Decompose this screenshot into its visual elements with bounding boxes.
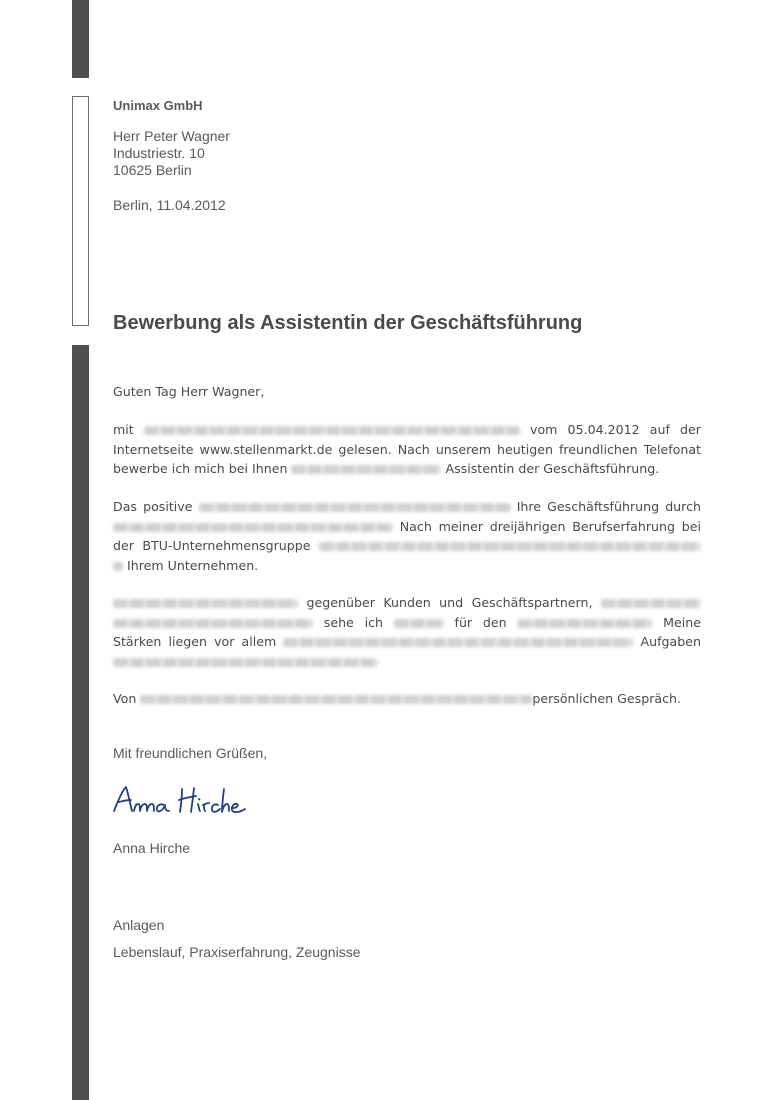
greeting: Guten Tag Herr Wagner,	[113, 384, 265, 399]
redacted-text	[113, 619, 313, 628]
signature-drawing	[112, 783, 252, 819]
text-fragment: Aufgaben	[640, 634, 701, 649]
text-fragment: Von	[113, 691, 137, 706]
text-fragment: für den	[454, 614, 507, 630]
text-fragment: Ihre Geschäftsführung durch	[516, 499, 701, 514]
redacted-text	[113, 523, 393, 532]
paragraph-1	[113, 420, 701, 479]
decorative-bar-outline	[72, 96, 89, 326]
signer-name: Anna Hirche	[113, 840, 191, 856]
redacted-text	[291, 465, 441, 474]
attachments-title: Anlagen	[113, 917, 165, 933]
paragraph-4	[113, 689, 701, 709]
redacted-text	[140, 695, 532, 704]
paragraph-2	[113, 497, 701, 575]
decorative-bar-top	[72, 0, 89, 78]
sender-company: Unimax GmbH	[113, 98, 203, 113]
redacted-text	[199, 503, 511, 512]
recipient-street: Industriestr. 10	[113, 145, 205, 161]
recipient-address	[113, 128, 230, 179]
text-fragment: mit	[113, 422, 134, 437]
text-fragment: Ihrem Unternehmen.	[127, 557, 259, 573]
redacted-text	[319, 542, 701, 551]
recipient-name: Herr Peter Wagner	[113, 128, 230, 144]
text-fragment: sehe ich	[323, 614, 383, 630]
text-fragment: Das positive	[113, 499, 193, 514]
recipient-city: 10625 Berlin	[113, 162, 192, 178]
redacted-text	[144, 426, 520, 435]
date-line: Berlin, 11.04.2012	[113, 197, 226, 213]
handwritten-signature	[112, 783, 252, 824]
paragraph-3	[113, 593, 701, 671]
redacted-text	[113, 599, 298, 608]
text-fragment: gegenüber Kunden und Geschäftspartnern,	[306, 595, 593, 610]
redacted-text	[113, 658, 378, 667]
text-fragment: Nach meiner dreijährigen Berufserfahrung bei der BTU-Unternehmensgruppe	[113, 518, 701, 553]
text-fragment: Assistentin der Geschäftsführung.	[445, 461, 660, 476]
redacted-text	[283, 638, 633, 647]
redacted-text	[517, 619, 652, 628]
text-fragment: vom 05.04.2012 auf der Internetseite www.stellenmarkt.de gelesen. Nach unserem heutigen freundlichen Telefonat bewerbe ich mich bei Ihnen	[113, 422, 701, 476]
attachments-list: Lebenslauf, Praxiserfahrung, Zeugnisse	[113, 944, 361, 960]
redacted-text	[601, 599, 701, 608]
closing: Mit freundlichen Grüßen,	[113, 745, 268, 761]
text-fragment: Meine Stärken liegen vor allem	[113, 614, 701, 649]
text-fragment: persönlichen Gespräch.	[532, 691, 682, 706]
redacted-text	[394, 619, 444, 628]
subject-line: Bewerbung als Assistentin der Geschäftsführung	[113, 312, 583, 334]
decorative-bar-main	[72, 345, 89, 1100]
redacted-text	[113, 562, 123, 571]
